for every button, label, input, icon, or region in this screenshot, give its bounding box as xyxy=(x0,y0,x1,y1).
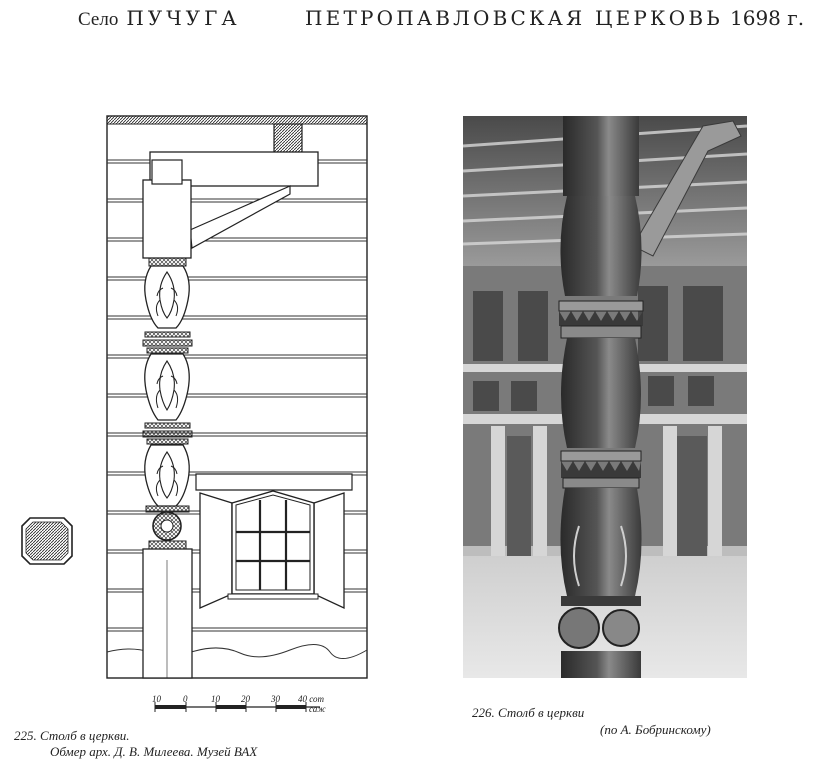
ceiling-beam xyxy=(107,116,367,124)
column-carved-segment xyxy=(145,445,189,506)
column-capital xyxy=(143,180,191,258)
column-base xyxy=(143,549,192,678)
church-title: ПЕТРОПАВЛОВСКАЯ ЦЕРКОВЬ xyxy=(305,6,723,30)
scale-bar xyxy=(155,702,320,712)
window-shutter-left xyxy=(200,493,232,608)
figure-226-credit: (по А. Бобринскому) xyxy=(600,722,711,737)
figure-226-caption: 226. Столб в церкви xyxy=(472,705,585,720)
photo-column xyxy=(559,116,643,678)
window-shutter-right xyxy=(314,493,344,608)
scale-tick-label: 0 xyxy=(183,694,188,704)
village-title: Село ПУЧУГА xyxy=(78,6,241,30)
scale-unit-label: саж xyxy=(309,704,326,714)
scale-tick-label: 10 xyxy=(152,694,161,704)
figure-225-caption: 225. Столб в церкви. xyxy=(14,728,130,743)
year-label: 1698 г. xyxy=(730,6,805,30)
window xyxy=(196,474,352,608)
figure-225-credit: Обмер арх. Д. В. Милеева. Музей ВАХ xyxy=(50,744,258,759)
scale-tick-label: 10 xyxy=(211,694,220,704)
column-cross-section xyxy=(22,518,72,564)
brace xyxy=(190,186,290,248)
scale-tick-label: 30 xyxy=(271,694,280,704)
column-photograph xyxy=(463,116,747,678)
scale-tick-label: 20 xyxy=(241,694,250,704)
column-carved-segment xyxy=(145,258,189,328)
column-carved-segment xyxy=(145,354,189,420)
scale-tick-label: 40 сот xyxy=(298,694,325,704)
